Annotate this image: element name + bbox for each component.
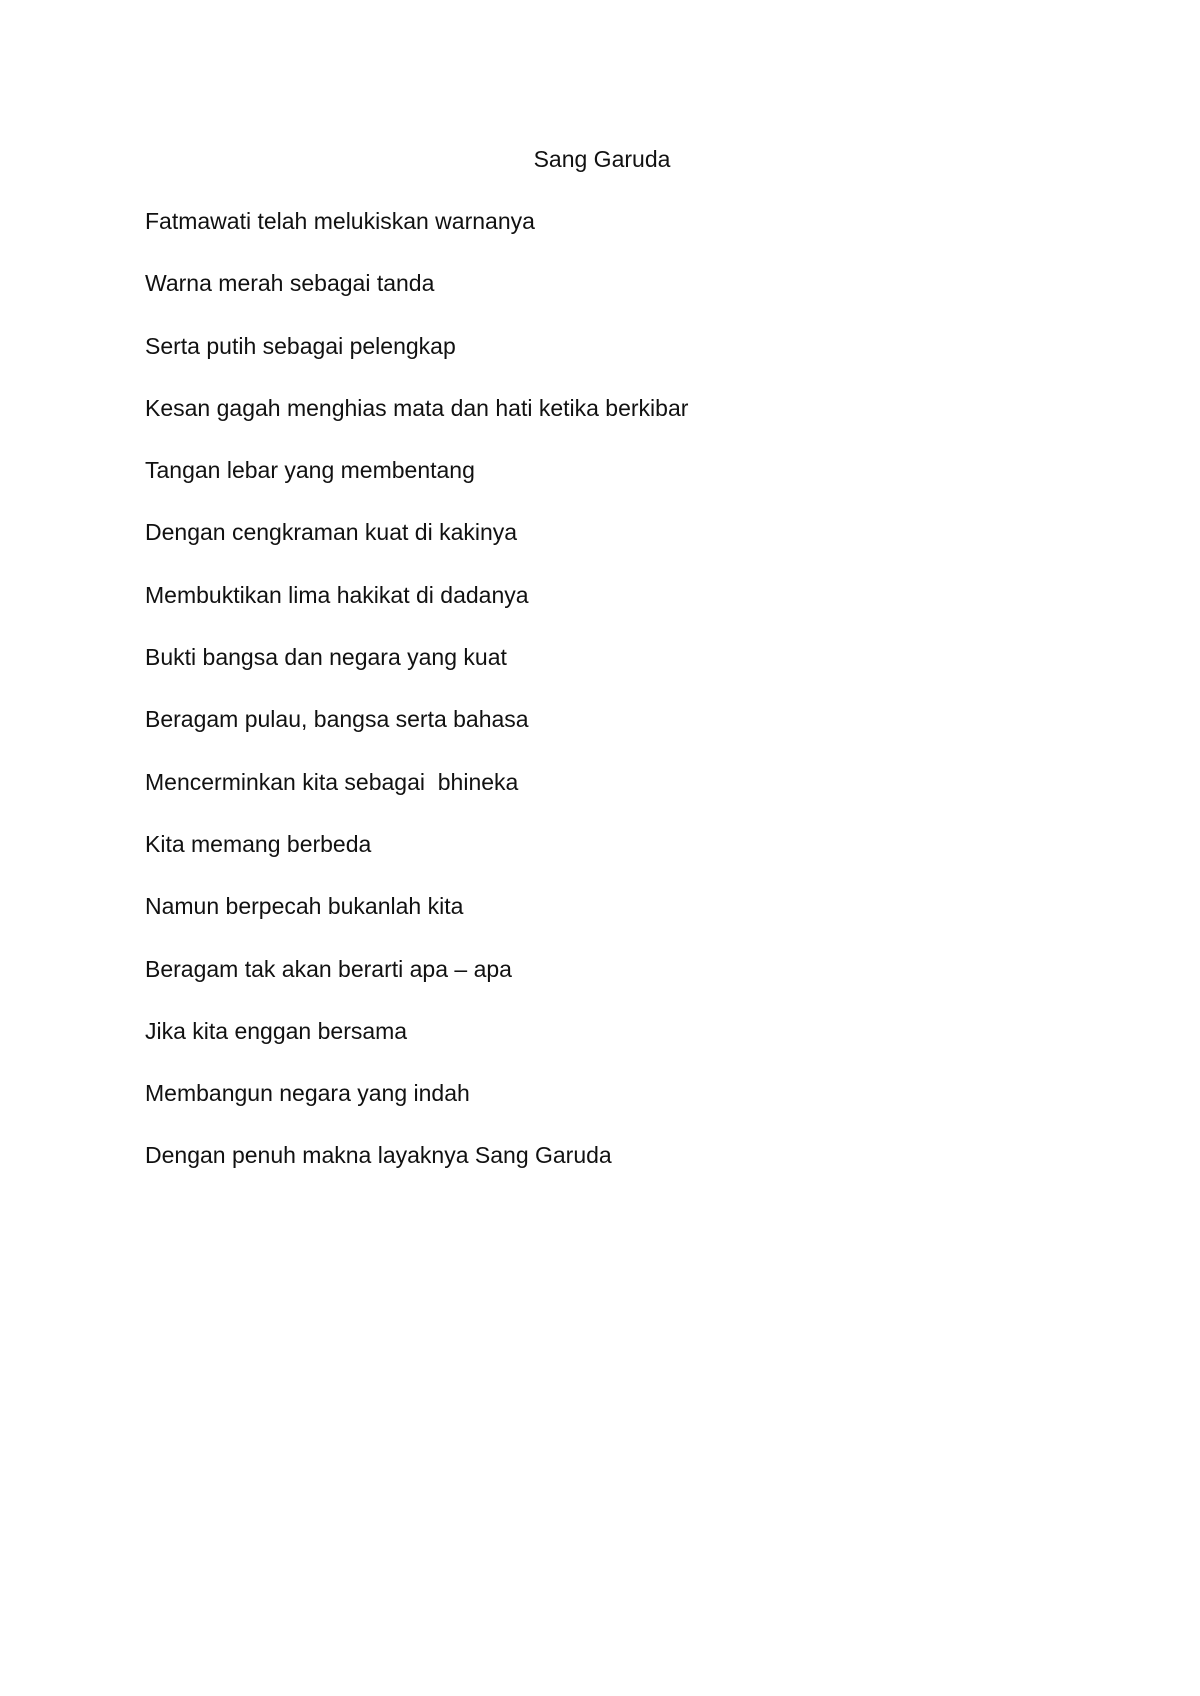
- poem-line: Tangan lebar yang membentang: [145, 457, 475, 484]
- poem-line: Beragam pulau, bangsa serta bahasa: [145, 706, 529, 733]
- poem-line: Serta putih sebagai pelengkap: [145, 332, 456, 359]
- poem-title: Sang Garuda: [533, 146, 671, 172]
- poem-line: Beragam tak akan berarti apa – apa: [145, 955, 512, 982]
- poem-line: Dengan penuh makna layaknya Sang Garuda: [145, 1142, 612, 1169]
- poem-line: Mencerminkan kita sebagai bhineka: [145, 768, 519, 795]
- poem-line: Dengan cengkraman kuat di kakinya: [145, 519, 518, 546]
- poem-line: Membangun negara yang indah: [145, 1080, 470, 1107]
- poem-line: Membuktikan lima hakikat di dadanya: [145, 581, 529, 608]
- poem-line: Kita memang berbeda: [145, 830, 372, 857]
- poem-line: Bukti bangsa dan negara yang kuat: [145, 644, 507, 671]
- poem-line: Fatmawati telah melukiskan warnanya: [145, 208, 535, 234]
- poem-line: Namun berpecah bukanlah kita: [145, 893, 464, 920]
- poem-body: [145, 206, 688, 1203]
- poem-line: Warna merah sebagai tanda: [145, 270, 435, 297]
- poem-line: Jika kita enggan bersama: [145, 1017, 408, 1044]
- poem-line: Kesan gagah menghias mata dan hati ketika berkibar: [145, 394, 689, 421]
